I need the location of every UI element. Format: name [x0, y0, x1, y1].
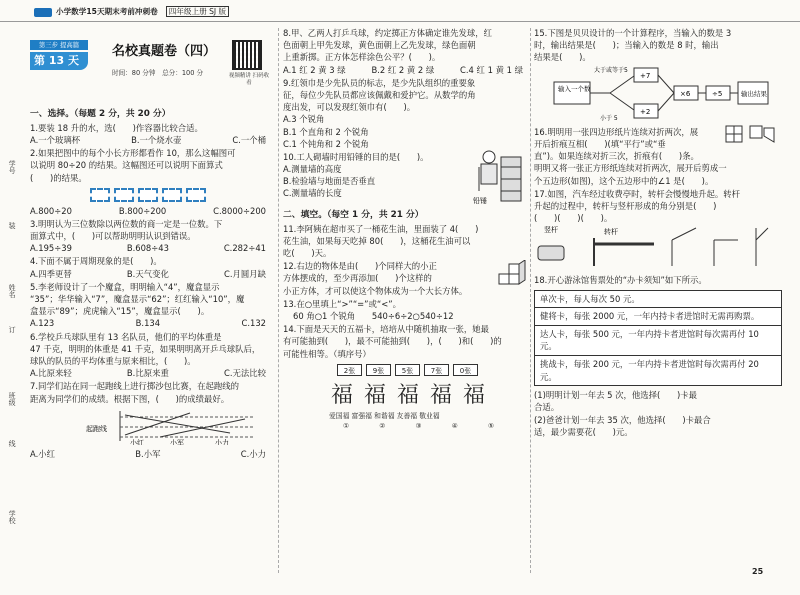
pole-label: 竖杆 — [544, 226, 558, 235]
question-17: 17.如图，汽车经过收费亭时，转杆会慢慢地升起。转杆 升起的过程中，转杆与竖杆形成的角分别是( ) ( )( )( )。 竖杆 转杆 — [534, 188, 782, 274]
bar-label: 转杆 — [604, 228, 618, 237]
qr-caption: 视频精讲 扫码收看 — [228, 73, 270, 86]
page-title: 名校真题卷（四） — [112, 44, 217, 59]
question-10: 10.工人砌墙时用铅锤的目的是( )。 A.测量墙的高度 B.检验墙与地面是否垂直 C.测量墙的长度 铅锤 — [283, 151, 531, 207]
question-6: 6.学校乒乓球队里有 13 名队员，他们的平均体重是 47 千克，明明的体重是 41 千克，如果明明离开乒乓球队后， 球队的队员的平均体重与原来相比，( )。 A.比原来轻 B.比原来重 C.无法比较 — [30, 331, 266, 379]
flow-output: 输出结果 — [741, 89, 767, 98]
question-14: 14.下面是天天的五福卡，培培从中随机抽取一张，她最 有可能抽到( )，最不可能抽到( )，( )和( )的 可能性相等。（填序号） 2张 9张 5张 7张 0张 福 福 福 福 福 爱国福 富强福 和谐福 友善福 敬业福 ① ② ③ ④ ⑤ — [283, 323, 531, 431]
time-score-info: 时间：80 分钟 总分：100 分 — [112, 69, 204, 77]
series-title: 小学数学15天期末考前冲刺卷 四年级上册 SJ 版 — [56, 6, 229, 17]
question-1: 1.要装 18 升的水，选( )作容器比较合适。 A.一个玻璃杯 B.一个烧水壶 C.一个桶 — [30, 122, 266, 145]
rect-blocks-figure — [90, 188, 274, 202]
question-2: 2.如果把图中的每个小长方形都看作 10，那么这幅图可 以说明 80÷20 的结果。这幅图还可以说明下面算式 ( )的结果。 A.800÷20 B.800÷200 C.8000÷200 — [30, 147, 274, 217]
flow-plus7: +7 — [640, 71, 651, 80]
question-11: 11.李阿姨在超市买了一桶花生油，里面装了 4( ) 花生油，如果每天吃掉 80( )，这桶花生油可以 吃( )天。 — [283, 223, 479, 258]
fu-card-numbers: ① ② ③ ④ ⑤ — [343, 421, 509, 430]
fold-figures — [724, 124, 776, 146]
column-right — [534, 26, 782, 439]
fu-card-counts: 2张 9张 5张 7张 0张 — [337, 364, 531, 376]
series-logo-icon — [34, 8, 52, 17]
question-9: 9.红领巾是少先队员的标志，是少先队组织的重要象 征，每位少先队员都应该佩戴和爱护它。从数学的角 度出发，可以发现红领巾有( )。 A.3 个锐角 B.1 个直角和 2 个锐角 C.1 个钝角和 2 个锐角 — [283, 77, 476, 149]
card-challenge: 挑战卡，每张 200 元，一年内持卡者进馆时每次需再付 20 元。 — [540, 359, 759, 382]
field-name: 姓名 — [8, 284, 17, 298]
program-flowchart — [534, 64, 774, 122]
binding-line: 线 — [8, 440, 17, 447]
worker-plumb-figure — [471, 147, 523, 207]
flow-input: 输入一个数 — [558, 84, 591, 93]
binding-line-1: 订 — [8, 326, 17, 333]
fu-characters: 福 福 福 福 福 — [331, 382, 487, 408]
field-number: 学号 — [8, 160, 17, 174]
flow-times6: ×6 — [680, 89, 691, 98]
throw-figure — [30, 405, 270, 445]
flow-cond-lt: 小于 5 — [600, 114, 618, 122]
question-4: 4.下面不属于周期现象的是( )。 A.四季更替 B.天气变化 C.月圆月缺 — [30, 256, 266, 279]
binding-margin — [0, 60, 22, 580]
page-header — [0, 0, 800, 22]
membership-card-table — [534, 290, 782, 387]
runner-3: 小力 — [215, 438, 229, 445]
card-single: 单次卡，每人每次 50 元。 — [535, 291, 781, 309]
section-choice: 一、选择。（每题 2 分，共 20 分） — [30, 109, 171, 119]
day-badge: 第三步 提高篇 第 13 天 — [30, 40, 96, 80]
column-left — [30, 26, 274, 461]
flow-cond-ge: 大于或等于5 — [594, 66, 628, 74]
column-middle — [283, 26, 531, 432]
card-athlete: 健将卡，每张 2000 元，一年内持卡者进馆时无需再购票。 — [535, 308, 781, 326]
fu-card-labels: 爱国福 富强福 和谐福 友善福 敬业福 — [329, 411, 440, 420]
section-fill: 二、填空。（每空 1 分，共 21 分） — [283, 209, 424, 220]
plumb-label: 铅锤 — [473, 196, 487, 205]
binding-line-2: 装 — [8, 222, 17, 229]
flow-div5: ÷5 — [712, 89, 723, 98]
qr-code-icon[interactable] — [232, 40, 262, 70]
question-5: 5.李老师设计了一个魔盒，明明输入“4”，魔盒显示 “35”；华华输入“7”，魔盒显示“62”；红红输入“10”，魔 盒显示“89”；虎虎输入“15”，魔盒显示( )。 A.123 B.134 C.132 — [30, 281, 266, 329]
question-13: 13.在○里填上“>”“=”或“<”。 60 角○1 个锐角 540÷6÷2○540÷12 — [283, 298, 454, 321]
question-7: 7.同学们站在同一起跑线上进行掷沙包比赛，在起跑线的 距离为同学们的成绩。根据下图，( )的成绩最好。 起跑线 小红 小军 小力 A.小红 B.小军 C.小力 — [30, 380, 274, 460]
runner-1: 小红 — [130, 438, 144, 445]
field-school: 学校 — [8, 510, 17, 524]
question-16: 16.明明用一张四边形纸片连续对折两次，展 开后折痕互相( )(填“平行”或“垂 直”)。如果连续对折三次，折痕有( )条。 明明又将一张正方形纸连续对折两次，展开后剪成一 个五边形(如图)，这个五边形中的∠1 是( )。 — [534, 126, 782, 187]
edition-tag: 四年级上册 SJ 版 — [166, 6, 229, 17]
runner-2: 小军 — [170, 438, 184, 445]
question-3: 3.明明认为三位数除以两位数的商一定是一位数。下 面算式中，( )可以帮助明明认识到错误。 A.195÷39 B.608÷43 C.282÷41 — [30, 218, 266, 254]
column-divider — [278, 28, 279, 573]
question-8: 8.甲、乙两人打乒乓球，约定掷正方体确定谁先发球，红 色面朝上甲先发球，黄色面朝上乙先发球，绿色面朝 上重新掷。正方体怎样涂色公平？( )。 A.1 红 2 黄 3 绿 B.2 红 2 黄 2 绿 C.4 红 1 黄 1 绿 — [283, 28, 523, 75]
field-class: 班级 — [8, 392, 17, 406]
start-line-label: 起跑线 — [86, 424, 107, 433]
flow-plus2: +2 — [640, 107, 651, 116]
question-12: 12.右边的物体是由( )个同样大的小正 方体摆成的，至少再添加( )个这样的 小正方体，才可以使这个物体成为一个大长方体。 — [283, 260, 531, 297]
toll-gate-figure — [534, 224, 774, 270]
question-15: 15.下图是贝贝设计的一个计算程序，当输入的数是 3 时，输出结果是( )；当输入的数是 8 时，输出 结果是( )。 输入一个数 大于或等于5 小于 5 +7 +2 ×6 ÷5 输出结果 — [534, 27, 782, 125]
cube-stack-figure — [497, 260, 529, 288]
question-18: 18.开心游泳馆售票处的“办卡须知”如下所示。 单次卡，每人每次 50 元。 健将卡，每张 2000 元，一年内持卡者进馆时无需再购票。 达人卡，每张 500 元，一年内持卡者进馆时每次需再付 10 元。 挑战卡，每张 200 元，一年内持卡者进馆时每次需再付 20 元。 (1)明明计划一年去 5 次，他选择( )卡最 合适。 (2)爸爸计划一年去 35 次，他选择( )卡最合 适，最少需要花( )元。 — [534, 274, 782, 438]
card-expert: 达人卡，每张 500 元，一年内持卡者进馆时每次需再付 10 元。 — [535, 326, 781, 356]
page-number: 25 — [752, 567, 764, 576]
